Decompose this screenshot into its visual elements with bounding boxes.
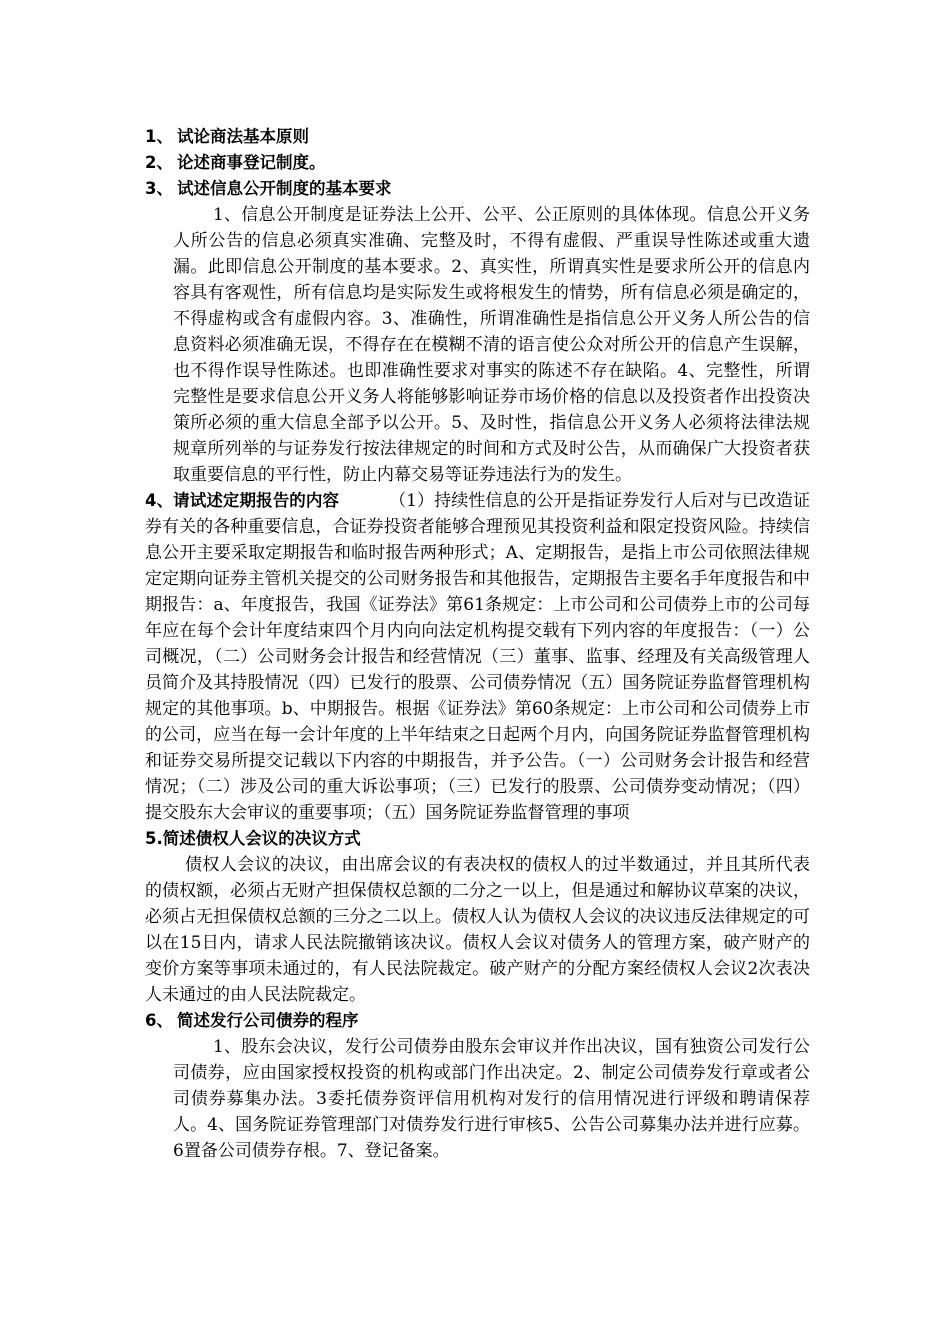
question-5-answer: 债权人会议的决议，由出席会议的有表决权的债权人的过半数通过，并且其所代表的债权额，必须占无财产担保债权总额的二分之一以上，但是通过和解协议草案的决议，必须占无担保债权总额的三分之二以上。债权人认为债权人会议的决议违反法律规定的可以在15日内，请求人民法院撤销该决议。债权人会议对债务人的管理方案，破产财产的变价方案等事项未通过的，有人民法院裁定。破产财产的分配方案经债权人会议2次表决人未通过的由人民法院裁定。 xyxy=(145,855,810,1005)
question-1-title: 试论商法基本原则 xyxy=(177,127,309,146)
question-5-heading xyxy=(145,826,810,852)
question-6-heading xyxy=(145,1008,810,1034)
question-5-title: 简述债权人会议的决议方式 xyxy=(162,829,361,848)
question-2-heading xyxy=(145,150,810,176)
question-3-answer: 1、信息公开制度是证券法上公开、公平、公正原则的具体体现。信息公开义务人所公告的信息必须真实准确、完整及时，不得有虚假、严重误导性陈述或重大遗漏。此即信息公开制度的基本要求。2、真实性，所谓真实性是要求所公开的信息内容具有客观性，所有信息均是实际发生或将根发生的情势，所有信息必须是确定的，不得虚构或含有虚假内容。3、准确性，所谓准确性是指信息公开义务人所公告的信息资料必须准确无误，不得存在在模糊不清的语言使公众对所公开的信息产生误解，也不得作误导性陈述。也即准确性要求对事实的陈述不存在缺陷。4、完整性，所谓完整性是要求信息公开义务人将能够影响证券市场价格的信息以及投资者作出投资决策所必须的重大信息全部予以公开。5、及时性，指信息公开义务人必须将法律法规规章所列举的与证券发行按法律规定的时间和方式及时公告，从而确保广大投资者获取重要信息的平行性，防止内幕交易等证券违法行为的发生。 xyxy=(173,205,810,485)
question-4-heading xyxy=(145,491,339,510)
question-1-heading xyxy=(145,124,810,150)
document-body xyxy=(145,124,810,1164)
question-4-number: 4、 xyxy=(145,491,174,510)
question-2-number: 2、 xyxy=(145,153,173,172)
question-1-number: 1、 xyxy=(145,127,173,146)
question-3-number: 3、 xyxy=(145,179,173,198)
question-2-title: 论述商事登记制度。 xyxy=(177,153,326,172)
question-3-title: 试述信息公开制度的基本要求 xyxy=(177,179,392,198)
question-3-heading xyxy=(145,176,810,202)
question-4-answer: （1）持续性信息的公开是指证券发行人后对与已改造证券有关的各种重要信息，合证券投资者能够合理预见其投资利益和限定投资风险。持续信息公开主要采取定期报告和临时报告两种形式；A、定期报告，是指上市公司依照法律规定定期向证券主管机关提交的公司财务报告和其他报告，定期报告主要名手年度报告和中期报告：a、年度报告，我国《证券法》第61条规定：上市公司和公司债券上市的公司每年应在每个会计年度结束四个月内向向法定机构提交载有下列内容的年度报告：（一）公司概况，（二）公司财务会计报告和经营情况（三）董事、监事、经理及有关高级管理人员简介及其持股情况（四）已发行的股票、公司债券情况（五）国务院证券监督管理机构规定的其他事项。b、中期报告。根据《证券法》第60条规定：上市公司和公司债券上市的公司，应当在每一会计年度的上半年结束之日起两个月内，向国务院证券监督管理机构和证券交易所提交记载以下内容的中期报告，并予公告。（一）公司财务会计报告和经营情况；（二）涉及公司的重大诉讼事项；（三）已发行的股票、公司债券变动情况；（四）提交股东大会审议的重要事项；（五）国务院证券监督管理的事项 xyxy=(145,491,811,823)
question-5-number: 5. xyxy=(145,829,163,848)
question-4-block xyxy=(145,488,810,826)
question-6-number: 6、 xyxy=(145,1011,173,1030)
question-4-title: 请试述定期报告的内容 xyxy=(173,491,340,510)
question-6-answer: 1、股东会决议，发行公司债券由股东会审议并作出决议，国有独资公司发行公司债券，应由国家授权投资的机构或部门作出决定。2、制定公司债券发行章或者公司债券募集办法。3委托债券资评信用机构对发行的信用情况进行评级和聘请保荐人。4、国务院证券管理部门对债券发行进行审核5、公告公司募集办法并进行应募。6置备公司债券存根。7、登记备案。 xyxy=(173,1037,810,1161)
question-6-title: 简述发行公司债券的程序 xyxy=(177,1011,359,1030)
